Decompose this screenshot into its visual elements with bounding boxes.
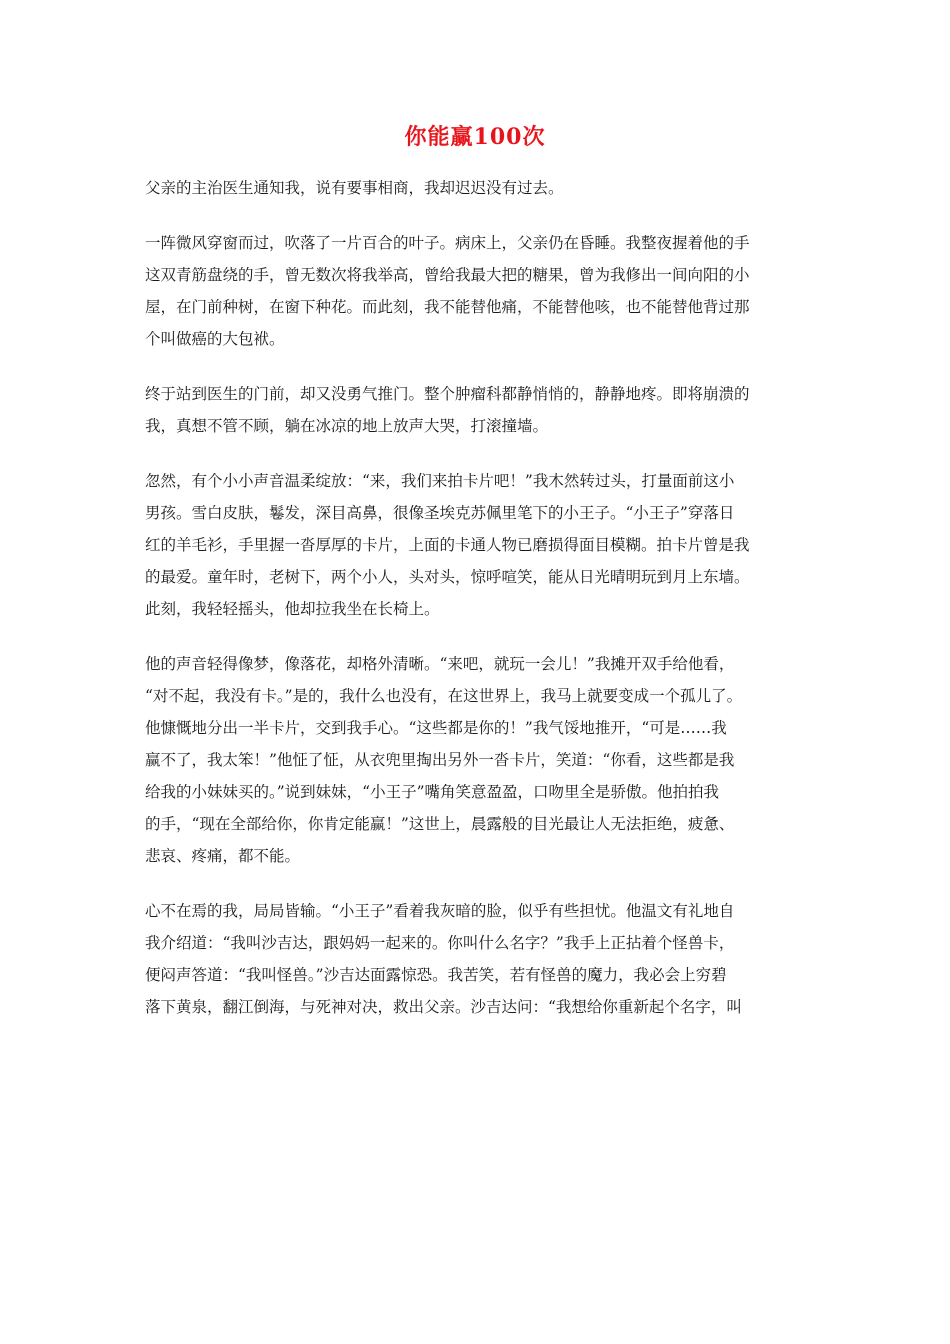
text-line: 我，真想不管不顾，躺在冰凉的地上放声大哭，打滚撞墙。	[145, 417, 549, 435]
paragraph	[145, 648, 810, 872]
article-body	[145, 172, 810, 1046]
text-line: 便闷声答道：“我叫怪兽。”沙吉达面露惊恐。我苦笑，若有怪兽的魔力，我必会上穷碧	[145, 966, 727, 984]
text-line: 忽然，有个小小声音温柔绽放：“来，我们来拍卡片吧！”我木然转过头，打量面前这小	[145, 472, 735, 490]
text-line: 的最爱。童年时，老树下，两个小人，头对头，惊呼喧笑，能从日光晴明玩到月上东墙。	[145, 568, 750, 586]
text-line: 悲哀、疼痛，都不能。	[145, 847, 301, 865]
text-line: 男孩。雪白皮肤，鬈发，深目高鼻，很像圣埃克苏佩里笔下的小王子。“小王子”穿落日	[145, 504, 735, 522]
text-line: 赢不了，我太笨！”他怔了怔，从衣兜里掏出另外一沓卡片，笑道：“你看，这些都是我	[145, 751, 735, 769]
text-line: 这双青筋盘绕的手，曾无数次将我举高，曾给我最大把的糖果，曾为我修出一间向阳的小	[145, 266, 750, 284]
text-line: 心不在焉的我，局局皆输。“小王子”看着我灰暗的脸，似乎有些担忧。他温文有礼地自	[145, 902, 735, 920]
text-line: 给我的小妹妹买的。”说到妹妹，“小王子”嘴角笑意盈盈，口吻里全是骄傲。他拍拍我	[145, 783, 720, 801]
paragraph	[145, 895, 810, 1023]
text-line: 我介绍道：“我叫沙吉达，跟妈妈一起来的。你叫什么名字？”我手上正拈着个怪兽卡，	[145, 934, 735, 952]
text-line: “对不起，我没有卡。”是的，我什么也没有，在这世界上，我马上就要变成一个孤儿了。	[145, 687, 743, 705]
paragraph	[145, 378, 810, 442]
document-title: 你能赢100次	[404, 124, 546, 150]
text-line: 终于站到医生的门前，却又没勇气推门。整个肿瘤科都静悄悄的，静静地疼。即将崩溃的	[145, 385, 750, 403]
text-line: 的手，“现在全部给你，你肯定能赢！”这世上，晨露般的目光最让人无法拒绝，疲惫、	[145, 815, 735, 833]
paragraph	[145, 465, 810, 625]
paragraph	[145, 172, 810, 204]
text-line: 落下黄泉，翻江倒海，与死神对决，救出父亲。沙吉达问：“我想给你重新起个名字，叫	[145, 998, 742, 1016]
text-line: 屋，在门前种树，在窗下种花。而此刻，我不能替他痛，不能替他咳，也不能替他背过那	[145, 298, 750, 316]
text-line: 他的声音轻得像梦，像落花，却格外清晰。“来吧，就玩一会儿！”我摊开双手给他看，	[145, 655, 735, 673]
text-line: 红的羊毛衫，手里握一沓厚厚的卡片，上面的卡通人物已磨损得面目模糊。拍卡片曾是我	[145, 536, 750, 554]
paragraph	[145, 227, 810, 355]
text-line: 此刻，我轻轻摇头，他却拉我坐在长椅上。	[145, 600, 440, 618]
text-line: 父亲的主治医生通知我，说有要事相商，我却迟迟没有过去。	[145, 179, 564, 197]
text-line: 一阵微风穿窗而过，吹落了一片百合的叶子。病床上，父亲仍在昏睡。我整夜握着他的手	[145, 234, 750, 252]
text-line: 个叫做癌的大包袱。	[145, 330, 285, 348]
text-line: 他慷慨地分出一半卡片，交到我手心。“这些都是你的！”我气馁地推开，“可是……我	[145, 719, 727, 737]
